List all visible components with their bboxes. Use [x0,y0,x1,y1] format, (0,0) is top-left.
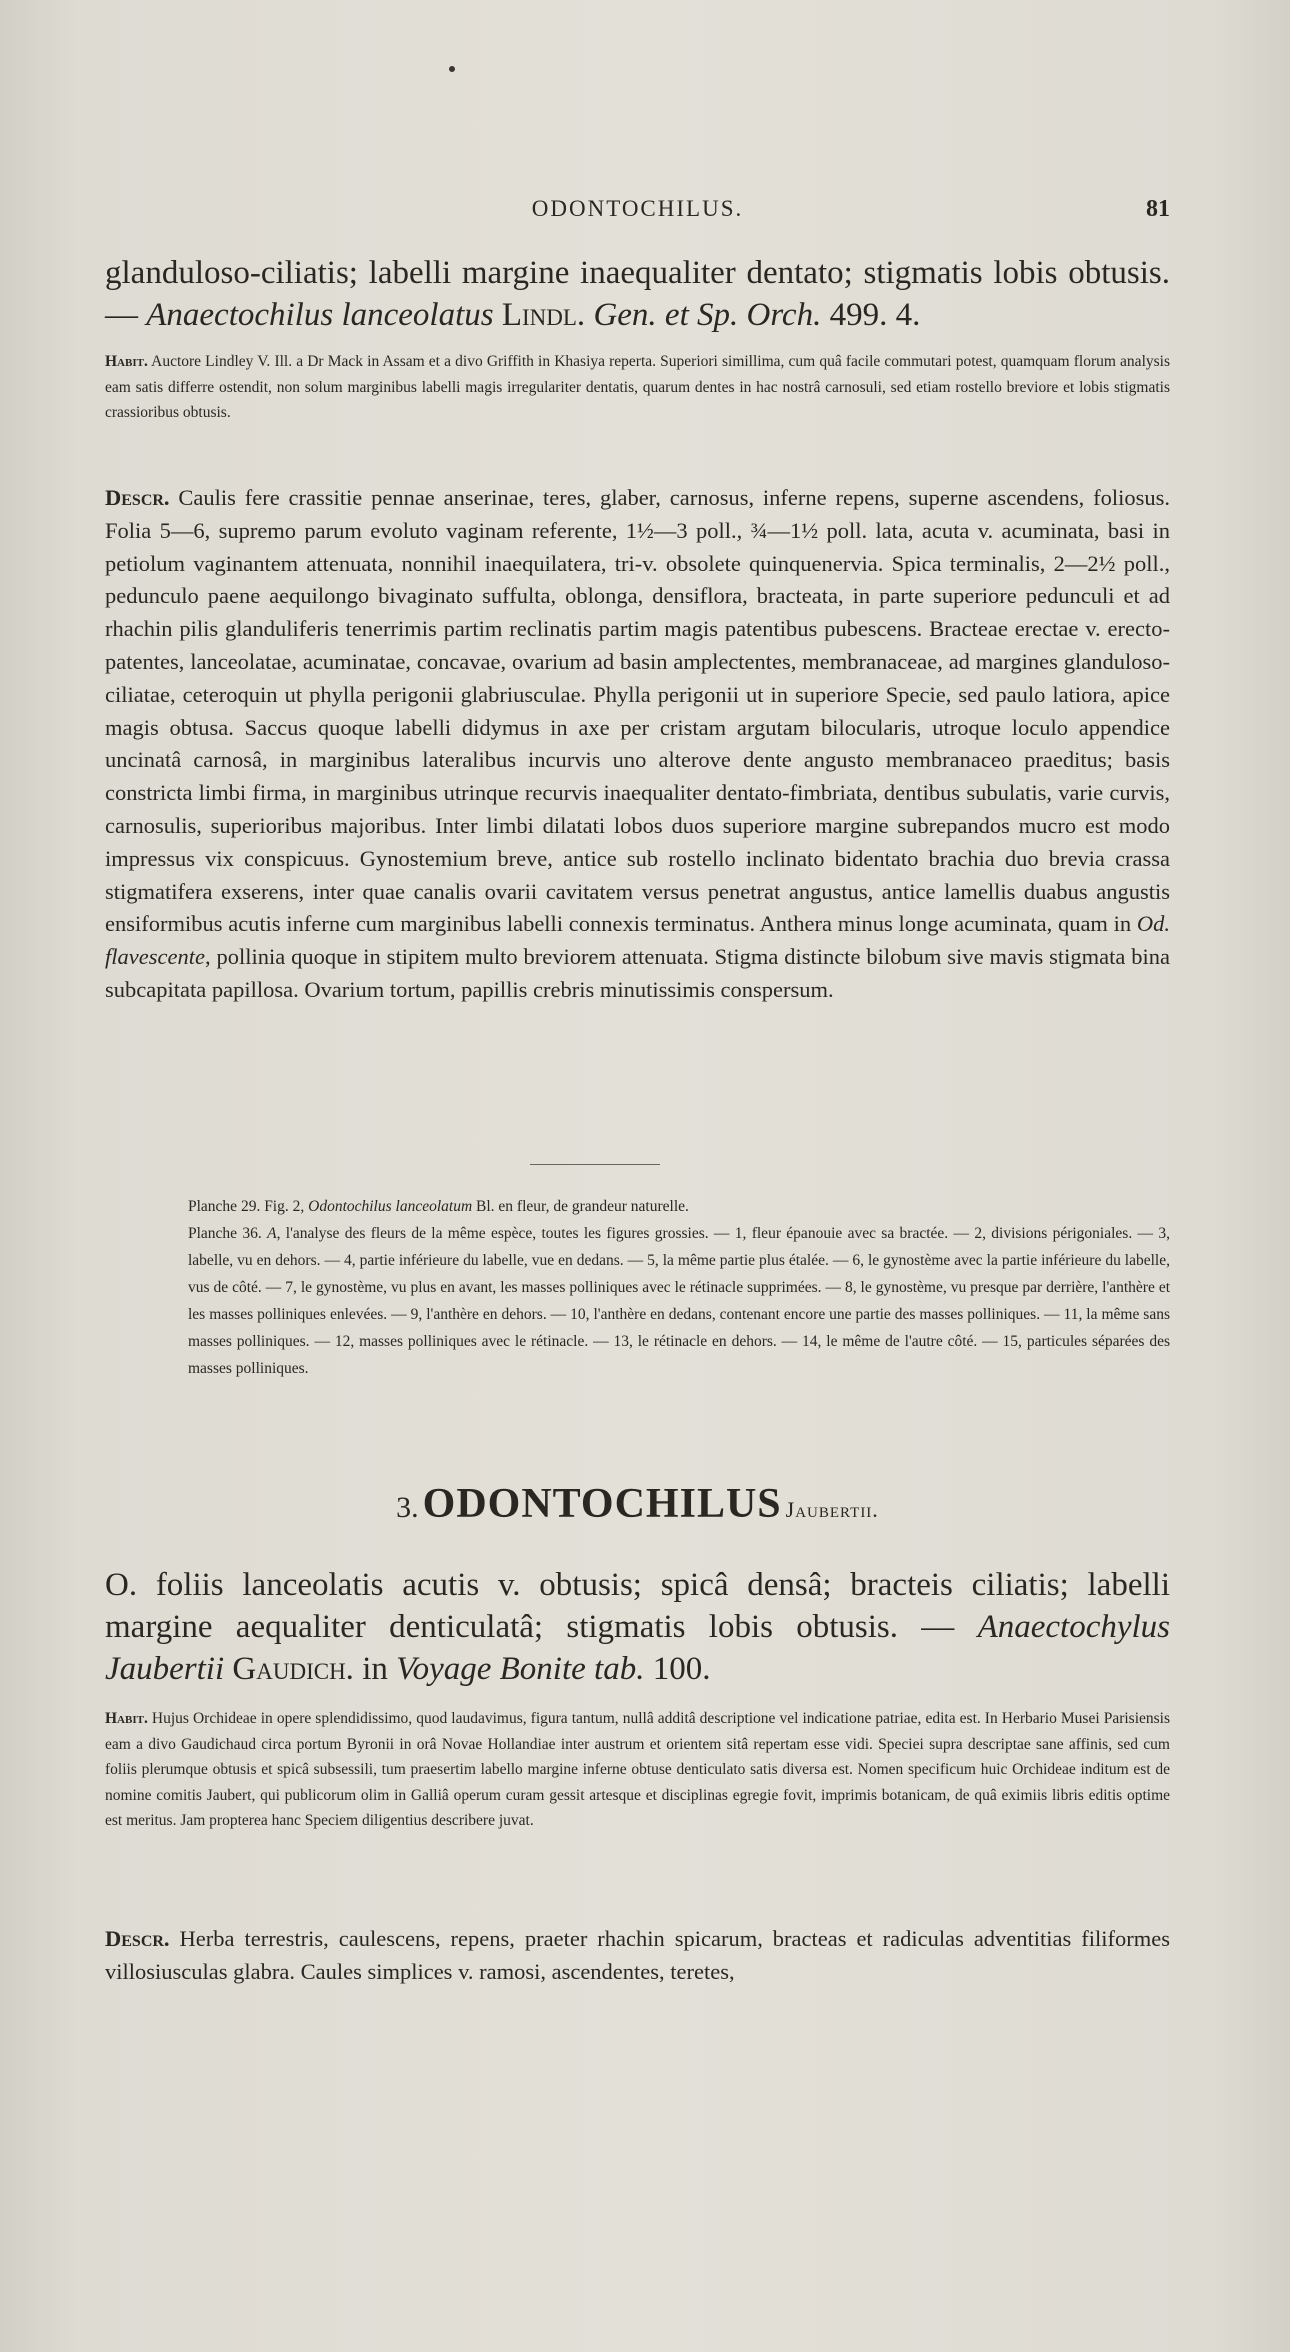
species3-heading [105,1480,1170,1528]
synonym-reference: Voyage Bonite tab. [396,1651,645,1687]
species2-habitat [105,349,1170,426]
species2-description [105,482,1170,1007]
descr-label: Descr. [105,485,170,510]
synonym-name: Anaectochylus Jaubertii [105,1609,1171,1687]
synonym-number: 100. [652,1651,711,1687]
descr-label: Descr. [105,1926,170,1951]
plate-36-letter: A [267,1225,277,1242]
descr-text: Herba terrestris, caulescens, repens, praeter rhachin spicarum, bracteas et radiculas adventitias filiformes villosiusculas glabra. Caules simplices v. ramosi, ascendentes, teretes, [105,1926,1170,1984]
synonym-name: Anaectochilus lanceolatus [146,297,494,333]
plate-29-text-rest: Bl. en fleur, de grandeur naturelle. [476,1198,689,1215]
descr-text-continued: , pollinia quoque in stipitem multo breviorem attenuata. Stigma distincte bilobum sive mavis stigmata bina subcapitata papillosa. Ovarium tortum, papillis crebris minutissimis conspersum. [105,944,1170,1002]
synonym-author: Lindl. [501,297,586,333]
page-number: 81 [1146,196,1170,222]
species3-description [105,1923,1170,1989]
species-epithet: Jaubertii. [785,1497,879,1522]
plate-caption-36 [105,1220,1170,1382]
synonym-author: Gaudich. [232,1651,354,1687]
species3-diagnosis [105,1564,1170,1690]
synonym-number: 499. 4. [829,297,921,333]
descr-text: Caulis fere crassitie pennae anserinae, teres, glaber, carnosus, inferne repens, superne ascendens, foliosus. Folia 5—6, supremo parum evoluto vaginam referente, 1½—3 poll., ¾—1½ poll. lata, acuta v. acuminata, basi in petiolum vaginantem attenuata, nonnihil inaequilatera, tri-v. obsolete quinquenervia. Spica terminalis, 2—2½ poll., pedunculo paene aequilongo bivaginato suffulta, oblonga, densiflora, bracteata, in parte superiore pedunculi et ad rhachin pilis glanduliferis tenerrimis partim reclinatis partim magis patentibus pubescens. Bracteae erectae v. erecto-patentes, lanceolatae, acuminatae, concavae, ovarium ad basin amplectentes, membranaceae, ad margines glanduloso-ciliatae, ceteroquin ut phylla perigonii glabriusculae. Phylla perigonii ut in superiore Specie, sed paulo latiora, apice magis obtusa. Saccus quoque labelli didymus in axe per cristam argutam bilocularis, utroque loculo appendice uncinatâ carnosâ, in marginibus lateralibus incurvis uno alterove dente angusto membranaceo praeditus; basis constricta limbi firma, in marginibus utrinque recurvis inaequaliter dentato-fimbriata, dentibus subulatis, varie curvis, carnosulis, superioribus majoribus. Inter limbi dilatati lobos duos superiore margine subrepandos mucro est modo impressus vix conspicuus. Gynostemium breve, antice sub rostello inclinato bidentato brachia duo brevia crassa stigmatifera exserens, inter quae canalis ovarii cavitatem versus penetrat angustus, antice lamellis duabus angustis ensiformibus acutis inferne cum marginibus labelli connexis terminatus. Anthera minus longe acuminata, quam in [105,485,1170,937]
divider-rule [530,1164,660,1165]
plate-29-text: Planche 29. Fig. 2, [188,1198,305,1215]
running-head [105,196,1170,230]
habit-text: Auctore Lindley V. Ill. a Dr Mack in Assam et a divo Griffith in Khasiya reperta. Superiori simillima, cum quâ facile commutari potest, quamquam florum analysis eam satis differre ostendit, non solum marginibus labelli magis irregulariter dentatis, quarum dentes in hac nostrâ carnosuli, sed etiam rostello breviore et lobis stigmatis crassioribus obtusis. [105,353,1170,422]
genus-name: ODONTOCHILUS [422,1481,782,1527]
species2-diagnosis [105,252,1170,336]
plate-36-analysis: , l'analyse des fleurs de la même espèce, toutes les figures grossies. — 1, fleur épanouie avec sa bractée. — 2, divisions périgoniales. — 3, labelle, vu en dehors. — 4, partie inférieure du labelle, vue en dedans. — 5, la même partie plus étalée. — 6, le gynostème avec la partie inférieure du labelle, vus de côté. — 7, le gynostème, vu plus en avant, les masses polliniques avec le rétinacle supprimées. — 8, le gynostème, vu presque par derrière, l'anthère et les masses polliniques enlevées. — 9, l'anthère en dehors. — 10, l'anthère en dedans, contenant encore une partie des masses polliniques. — 11, la même sans masses polliniques. — 12, masses polliniques avec le rétinacle. — 13, le rétinacle en dehors. — 14, le même de l'autre côté. — 15, particules séparées des masses polliniques. [188,1225,1170,1377]
plate-36-text: Planche 36. [188,1225,262,1242]
plate-29-species: Odontochilus lanceolatum [308,1198,473,1215]
synonym-in: in [362,1651,388,1687]
diagnosis-text: glanduloso-ciliatis; labelli margine inaequaliter dentato; stigmatis lobis obtusis. — [105,255,1170,333]
species-number: 3. [396,1491,419,1524]
habit-label: Habit. [105,353,148,370]
habit-text: Hujus Orchideae in opere splendidissimo, quod laudavimus, figura tantum, nullâ additâ descriptione vel indicatione patriae, edita est. In Herbario Musei Parisiensis eam a divo Gaudichaud circa portum Byronii in orâ Novae Hollandiae inter austrum et orientem sitâ repertam esse vidi. Speciei supra descriptae sane affinis, sed cum foliis plerumque obtusis et spicâ subsessili, tum praesertim labello margine inferne obtuse denticulato satis diversa est. Nomen specificum huic Orchideae inditum est de nomine comitis Jaubert, qui publicorum olim in Galliâ operum curam gessit artesque et disciplinas egregie fovit, imprimis botanicam, de quâ eximiis libris editis optime est meritus. Jam propterea hanc Speciem diligentius describere juvat. [105,1710,1171,1830]
running-title: ODONTOCHILUS. [531,196,744,221]
descr-species-ref: Od. flavescente [105,911,1170,970]
species3-habitat [105,1706,1170,1834]
plate-captions [188,1193,1170,1382]
habit-label: Habit. [105,1710,148,1727]
ink-speck [449,66,455,72]
synonym-reference: Gen. et Sp. Orch. [593,297,822,333]
diagnosis-text: O. foliis lanceolatis acutis v. obtusis; spicâ densâ; bracteis ciliatis; labelli margine aequaliter denticulatâ; stigmatis lobis obtusis. — [105,1567,1170,1645]
plate-caption-29 [188,1193,1170,1220]
